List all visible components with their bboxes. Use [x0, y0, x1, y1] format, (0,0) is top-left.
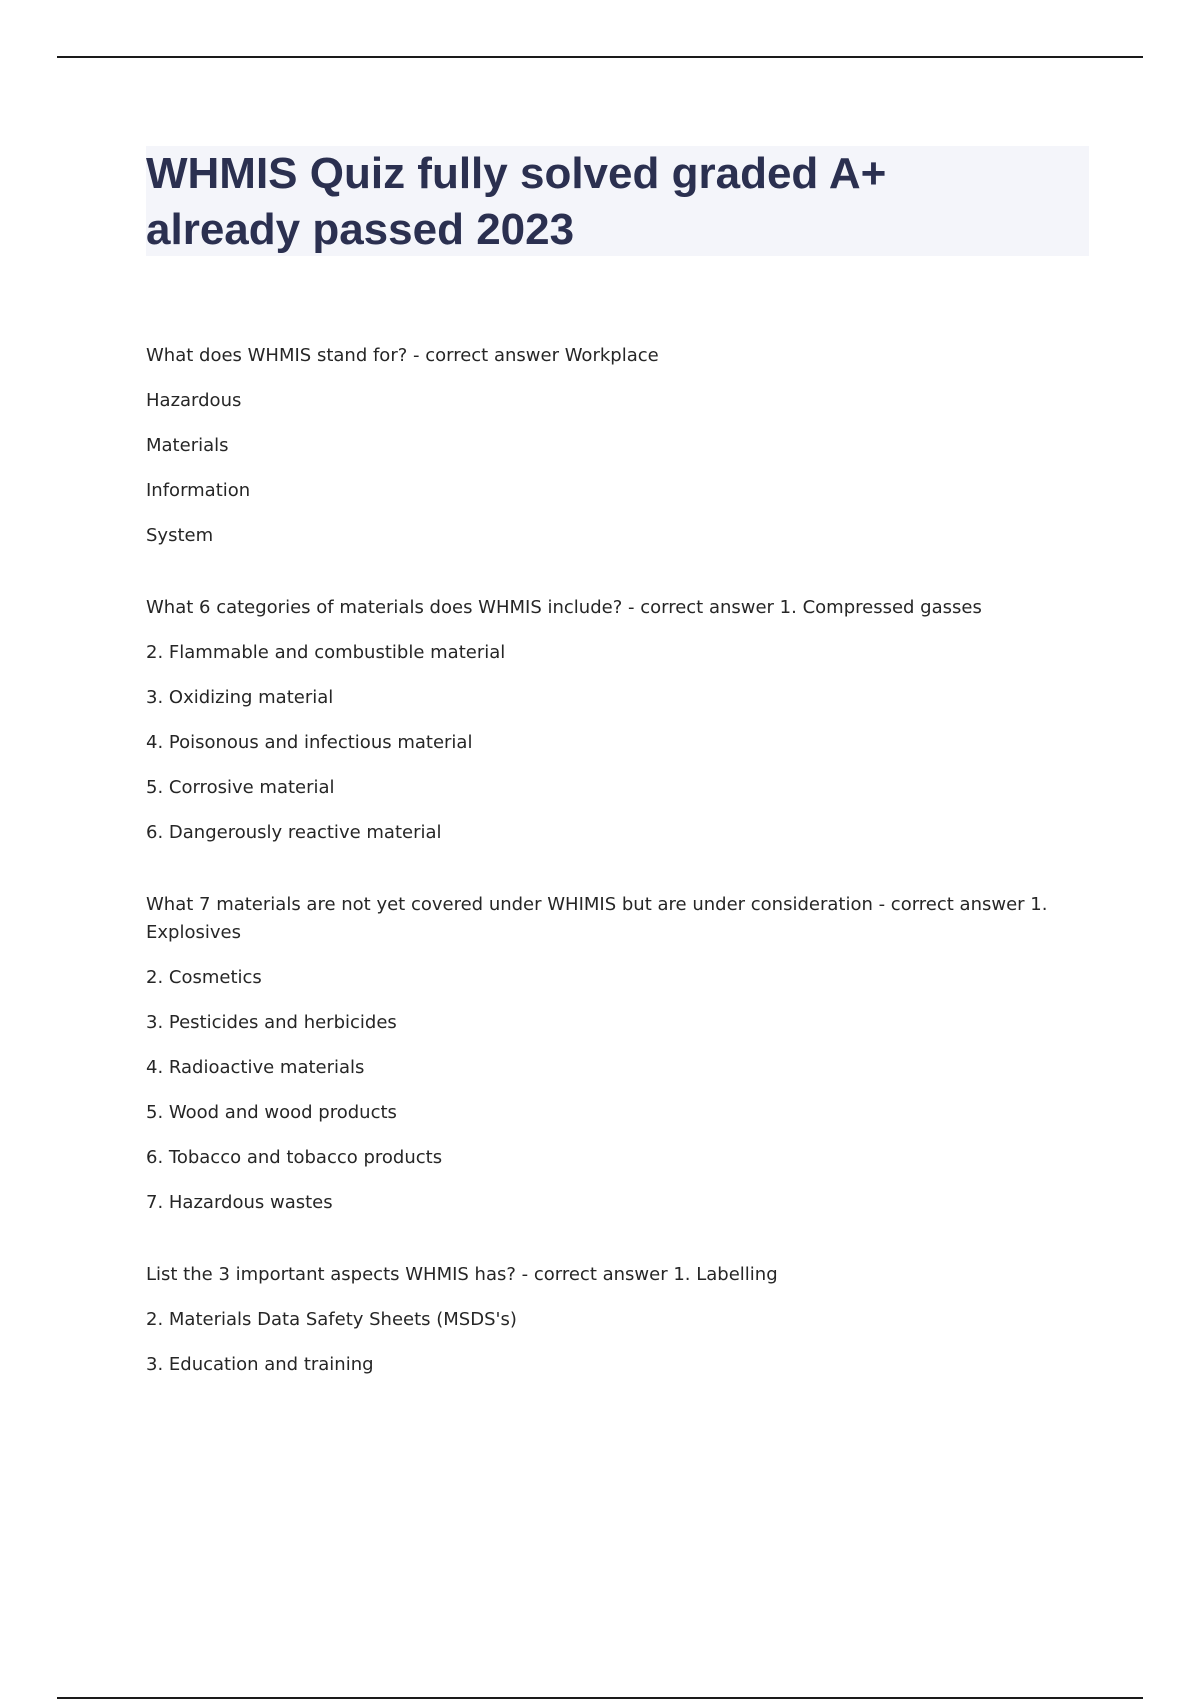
answer-line: Materials [146, 435, 229, 456]
answer-line: 7. Hazardous wastes [146, 1192, 333, 1213]
answer-line: 4. Radioactive materials [146, 1057, 365, 1078]
header-rule [57, 56, 1143, 58]
qa-block-2 [146, 594, 1066, 847]
answer-line: 4. Poisonous and infectious material [146, 732, 473, 753]
answer-line: System [146, 525, 214, 546]
answer-line: 2. Cosmetics [146, 967, 262, 988]
question-4: List the 3 important aspects WHMIS has? - correct answer 1. Labelling [146, 1264, 778, 1285]
qa-block-3 [146, 891, 1066, 1217]
answer-line: 3. Pesticides and herbicides [146, 1012, 397, 1033]
qa-block-4 [146, 1261, 1066, 1379]
answer-line: 6. Tobacco and tobacco products [146, 1147, 443, 1168]
answer-line: 5. Wood and wood products [146, 1102, 397, 1123]
answer-line: 3. Oxidizing material [146, 687, 334, 708]
answer-line: Information [146, 480, 251, 501]
question-2: What 6 categories of materials does WHMIS include? - correct answer 1. Compressed gasses [146, 597, 982, 618]
answer-line: 6. Dangerously reactive material [146, 822, 442, 843]
footer-rule [57, 1697, 1143, 1699]
answer-line: 2. Flammable and combustible material [146, 642, 506, 663]
question-1: What does WHMIS stand for? - correct answer Workplace [146, 345, 659, 366]
document-body [146, 342, 1066, 1423]
answer-line: 2. Materials Data Safety Sheets (MSDS's) [146, 1309, 517, 1330]
qa-block-1 [146, 342, 1066, 550]
question-3: What 7 materials are not yet covered under WHIMIS but are under consideration - correct answer 1. Explosives [146, 894, 1048, 943]
answer-line: Hazardous [146, 390, 242, 411]
document-title: WHMIS Quiz fully solved graded A+ already passed 2023 [146, 149, 887, 254]
answer-line: 5. Corrosive material [146, 777, 335, 798]
answer-line: 3. Education and training [146, 1354, 374, 1375]
